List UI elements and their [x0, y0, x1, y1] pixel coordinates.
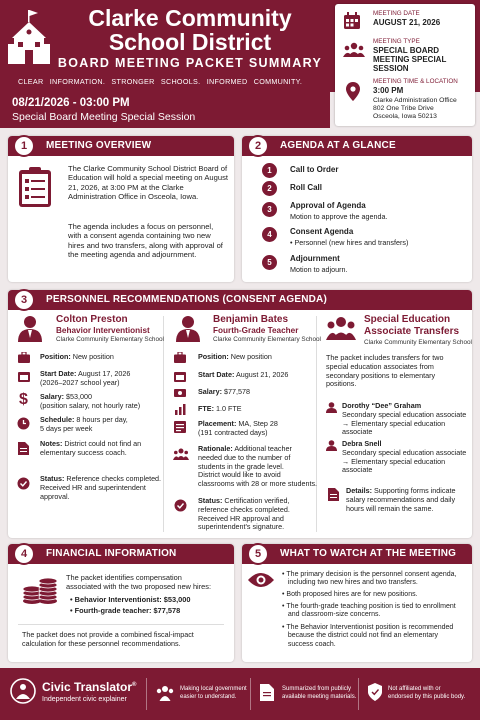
calendar-icon [18, 370, 30, 382]
transfer-name: Dorothy “Dee” Graham [342, 401, 422, 410]
position-label: Position: [198, 352, 229, 361]
briefcase-icon [174, 352, 186, 363]
position-value: New position [228, 352, 272, 361]
colton-school: Clarke Community Elementary School [56, 336, 164, 343]
meeting-time-value: 3:00 PM [373, 86, 404, 95]
footer-divider [146, 678, 147, 710]
intro-line: The packet identifies compensation [66, 573, 182, 582]
rationale-value: Additional teacher [232, 444, 292, 453]
transfer-from: Secondary special education associate [342, 409, 467, 419]
note-line: The packet does not provide a combined fiscal-impact [22, 630, 194, 639]
status-value: Reference checks completed. [64, 474, 162, 483]
briefcase-icon [18, 352, 30, 363]
agenda-header [242, 136, 472, 156]
details-label: Details: [346, 486, 372, 495]
packet-title: BOARD MEETING PACKET SUMMARY [57, 56, 323, 70]
document-icon [18, 442, 29, 455]
shield-icon [368, 683, 382, 701]
overview-header [8, 136, 234, 156]
transfer-to: → Elementary special education associate [342, 456, 446, 475]
financial-bullet-1: • Behavior Interventionist: $53,000 [70, 595, 191, 604]
overview-paragraph-2: The agenda includes a focus on personnel, with a consent agenda containing two new hires and two transfers, along with approval of the meeting agenda and adjournment. [68, 222, 223, 260]
meeting-type-row [335, 38, 475, 76]
location-line-1: Clarke Administration Office [373, 97, 457, 104]
financial-card [8, 544, 234, 662]
status-label: Status: [198, 496, 223, 505]
footer-brand-sub: Independent civic explainer [42, 696, 127, 703]
dollar-icon: $ [19, 391, 28, 408]
start-date-value: August 21, 2026 [234, 370, 289, 379]
financial-header [8, 544, 234, 564]
date-band [0, 92, 330, 128]
section-number: 5 [247, 543, 269, 565]
note-line: endorsed by this public body. [388, 693, 466, 700]
intro-line: secondary positions to elementary [326, 370, 436, 380]
coins-icon [22, 574, 58, 604]
column-divider [163, 316, 164, 532]
bullet-line: and classroom-size concerns. [287, 611, 381, 619]
status-label: Status: [40, 474, 65, 483]
status-note: approval. [40, 491, 70, 501]
status-note: Received HR approval and [198, 513, 284, 523]
meeting-datetime: 08/21/2026 - 03:00 PM [12, 97, 130, 109]
intro-line: associated with the two proposed new hires: [66, 581, 212, 591]
agenda-card [242, 136, 472, 282]
watch-bullet-3: • The fourth-grade teaching position is tied to enrollment and classroom-size concerns. [282, 603, 456, 619]
watch-bullet-2: • Both proposed hires are for new positions. [282, 591, 418, 598]
community-icon [156, 685, 174, 701]
footer-note-2 [282, 686, 356, 701]
meeting-date-row [335, 10, 475, 36]
agenda-item-number: 4 [262, 227, 277, 242]
watch-title: WHAT TO WATCH AT THE MEETING [280, 548, 457, 559]
clipboard-icon [18, 166, 52, 208]
agenda-item-number: 5 [262, 255, 277, 270]
footer-brand [42, 680, 136, 694]
notes-label: Notes: [40, 439, 63, 448]
note-line: Not affiliated with or [388, 686, 441, 692]
person-icon [326, 402, 337, 413]
civic-translator-logo-icon [10, 678, 36, 704]
meeting-date-label: MEETING DATE [373, 10, 420, 17]
school-building-icon [8, 8, 50, 70]
notes-value: District could not find an [62, 439, 142, 448]
meeting-type-value: SPECIAL BOARD MEETING SPECIAL SESSION [373, 46, 447, 73]
fte-value: 1.0 FTE [213, 404, 242, 413]
personnel-header [8, 290, 472, 310]
personnel-card [8, 290, 472, 538]
transfer-to: → Elementary special education associate [342, 418, 446, 437]
person-icon [326, 440, 337, 451]
meeting-date-value: AUGUST 21, 2026 [373, 18, 441, 27]
group-icon [326, 316, 356, 340]
section-divider [18, 624, 224, 625]
person-icon [16, 314, 44, 342]
agenda-item-title: Roll Call [290, 183, 323, 192]
intro-line: special education associates from [326, 361, 434, 371]
salary-note: (position salary, not hourly rate) [40, 400, 141, 410]
financial-bullet-2: • Fourth-grade teacher: $77,578 [70, 606, 181, 615]
note-line: Summarized from publicly [282, 686, 352, 692]
district-name: Clarke Community School District [88, 5, 292, 55]
location-line-2: 802 One Tribe Drive [373, 105, 434, 112]
rationale-note: District would like to avoid [198, 470, 281, 480]
status-value: Certification verified, [222, 496, 290, 505]
placement-note: (191 contracted days) [198, 427, 268, 437]
transfer-name: Debra Snell [342, 439, 382, 448]
status-note: Received HR and superintendent [40, 482, 146, 492]
group-icon [173, 448, 189, 460]
footer-divider [358, 678, 359, 710]
intro-line: positions. [326, 379, 357, 389]
footer [0, 668, 480, 720]
location-pin-icon [346, 82, 360, 101]
meeting-location-row [335, 78, 475, 126]
start-date-note: (2026–2027 school year) [40, 377, 120, 387]
location-line-3: Osceola, Iowa 50213 [373, 113, 437, 120]
agenda-item-title: Adjournment [290, 254, 340, 263]
transfers-intro [326, 354, 443, 389]
intro-line: The packet includes transfers for two [326, 353, 444, 362]
details-line: Supporting forms indicate [371, 486, 456, 495]
watch-card [242, 544, 472, 662]
agenda-item-title: Approval of Agenda [290, 201, 366, 210]
section-number: 4 [13, 543, 35, 565]
financial-note [22, 631, 194, 649]
calendar-icon [343, 12, 361, 30]
watch-bullet-1: • The primary decision is the personnel consent agenda, including two new hires and two transfers. [282, 571, 457, 587]
bullet-line: because the district could not find an elementary [287, 632, 439, 640]
fte-label: FTE: [198, 404, 214, 413]
schedule-value: 8 hours per day, [74, 415, 128, 424]
salary-value: $53,000 [63, 392, 92, 401]
personnel-title: PERSONNEL RECOMMENDATIONS (CONSENT AGENDA) [46, 294, 328, 305]
status-note: superintendent's signature. [198, 522, 285, 532]
footer-note-1 [180, 686, 247, 701]
agenda-item-number: 2 [262, 181, 277, 196]
section-number: 3 [13, 289, 35, 311]
check-circle-icon [17, 477, 30, 490]
start-date-label: Start Date: [40, 369, 77, 378]
person-icon [174, 314, 202, 342]
check-circle-icon [174, 499, 187, 512]
financial-title: FINANCIAL INFORMATION [46, 548, 177, 559]
rationale-note: students in the grade level. [198, 461, 284, 471]
salary-value: $77,578 [221, 387, 250, 396]
section-number: 2 [247, 135, 269, 157]
agenda-item-description: Motion to adjourn. [290, 265, 348, 274]
transfers-school: Clarke Community Elementary School [364, 339, 472, 346]
note-line: Making local government [180, 686, 247, 692]
schedule-note: 5 days per week [40, 423, 93, 433]
overview-paragraph-1: The Clarke Community School District Board of Education will hold a special meeting on August 21, 2026, at 3:00 PM at the Clarke Administration Office in Osceola, Iowa. [68, 164, 228, 202]
transfers-title-line-2: Associate Transfers [364, 326, 460, 337]
note-line: calculation for these personnel recommendations. [22, 638, 181, 648]
column-divider [316, 316, 317, 532]
start-date-label: Start Date: [198, 370, 235, 379]
bullet-line: The primary decision is the personnel consent agenda, [286, 571, 457, 578]
group-icon [343, 42, 365, 58]
brand-name: Civic Translator [42, 680, 133, 694]
rationale-note: needed due to the number of [198, 452, 291, 462]
colton-role: Behavior Interventionist [56, 326, 150, 335]
salary-label: Salary: [198, 387, 222, 396]
agenda-title: AGENDA AT A GLANCE [280, 140, 396, 151]
note-line: available meeting materials. [282, 693, 357, 700]
overview-title: MEETING OVERVIEW [46, 140, 152, 151]
clock-icon [17, 417, 30, 430]
section-number: 1 [13, 135, 35, 157]
watch-bullet-4: • The Behavior Interventionist position is recommended because the district could not find an elementary success coach. [282, 624, 454, 648]
agenda-item-number: 1 [262, 163, 277, 178]
benjamin-role: Fourth-Grade Teacher [213, 326, 299, 335]
bar-chart-icon [175, 404, 186, 415]
money-icon [174, 387, 186, 399]
meeting-type-label: MEETING TYPE [373, 38, 420, 45]
watch-header [242, 544, 472, 564]
meeting-session: Special Board Meeting Special Session [12, 111, 196, 123]
financial-intro [66, 574, 211, 592]
benjamin-name: Benjamin Bates [213, 314, 289, 325]
document-icon [328, 488, 339, 501]
placement-value: MA, Step 28 [236, 419, 278, 428]
details-line: salary recommendations and daily [346, 494, 456, 504]
transfers-title-line-1: Special Education [364, 314, 451, 325]
rationale-label: Rationale: [198, 444, 233, 453]
eye-icon [248, 572, 274, 588]
position-value: New position [70, 352, 114, 361]
agenda-item-description: Motion to approve the agenda. [290, 212, 388, 221]
start-date-value: August 17, 2026 [76, 369, 131, 378]
agenda-item-number: 3 [262, 202, 277, 217]
bullet-line: The Behavior Interventionist position is recommended [286, 624, 454, 631]
meeting-info-card [335, 4, 475, 126]
schedule-label: Schedule: [40, 415, 75, 424]
meeting-time-label: MEETING TIME & LOCATION [373, 78, 458, 85]
footer-note-3 [388, 686, 465, 701]
document-icon [260, 684, 274, 701]
colton-name: Colton Preston [56, 314, 128, 325]
note-line: easier to understand. [180, 693, 237, 700]
transfer-from: Secondary special education associate [342, 447, 467, 457]
bullet-line: The fourth-grade teaching position is tied to enrollment [286, 603, 456, 610]
position-label: Position: [40, 352, 71, 361]
bullet-line: Both proposed hires are for new positions. [286, 591, 418, 598]
meeting-overview-card [8, 136, 234, 282]
brand-mark: ® [132, 682, 137, 688]
details-line: hours will remain the same. [346, 503, 434, 513]
agenda-item-title: Consent Agenda [290, 227, 354, 236]
bullet-line: success coach. [287, 640, 336, 648]
agenda-item-title: Call to Order [290, 165, 339, 174]
status-note: reference checks completed. [198, 504, 290, 514]
benjamin-school: Clarke Community Elementary School [213, 336, 321, 343]
list-icon [174, 421, 186, 433]
notes-note: elementary success coach. [40, 447, 127, 457]
bullet-line: including two new hires and two transfers. [287, 579, 418, 587]
tagline: CLEAR INFORMATION. STRONGER SCHOOLS. INFORMED COMMUNITY. [18, 77, 303, 86]
salary-label: Salary: [40, 392, 64, 401]
agenda-item-description: • Personnel (new hires and transfers) [290, 238, 409, 247]
footer-divider [250, 678, 251, 710]
calendar-icon [174, 370, 186, 382]
placement-label: Placement: [198, 419, 237, 428]
rationale-note: classrooms with 28 or more students. [198, 479, 318, 489]
